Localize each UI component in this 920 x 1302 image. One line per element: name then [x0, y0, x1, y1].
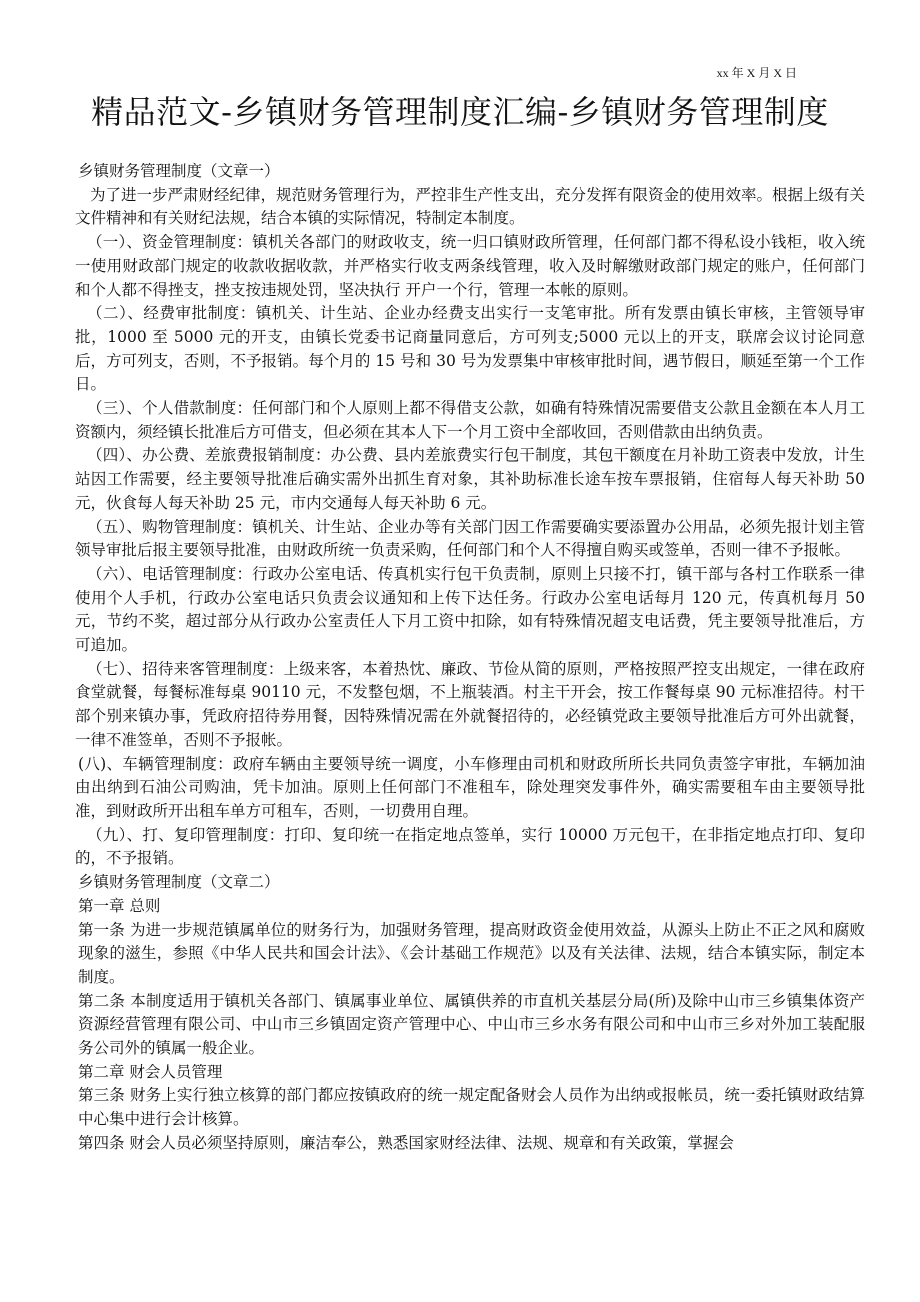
chapter-heading: 第一章 总则: [78, 896, 161, 915]
chapter-heading: 第二章 财会人员管理: [78, 1062, 223, 1081]
article-paragraph: 第三条 财务上实行独立核算的部门都应按镇政府的统一规定配备财会人员作为出纳或报帐员，统一委托镇财政结算中心集中进行会计核算。: [78, 1086, 865, 1129]
article-paragraph: （四）、办公费、差旅费报销制度：办公费、县内差旅费实行包干制度，其包干额度在月补助工资表中发放，计生站因工作需要，经主要领导批准后确实需外出抓生育对象，其补助标准长途车按车票报销，住宿每人每天补助 50 元，伙食每人每天补助 25 元，市内交通每人每天补助 6 元。: [75, 446, 865, 512]
article-paragraph: (八)、车辆管理制度：政府车辆由主要领导统一调度，小车修理由司机和财政所所长共同负责签字审批，车辆加油由出纳到石油公司购油，凭卡加油。原则上任何部门不准租车，除处理突发事件外，确实需要租车由主要领导批准，到财政所开出租车单方可租车，否则，一切费用自理。: [75, 754, 865, 820]
article-paragraph: （五）、购物管理制度：镇机关、计生站、企业办等有关部门因工作需要确实要添置办公用品，必须先报计划主管领导审批后报主要领导批准，由财政所统一负责采购，任何部门和个人不得擅自购买或签单，否则一律不予报帐。: [75, 517, 865, 560]
article-paragraph: 为了进一步严肃财经纪律，规范财务管理行为，严控非生产性支出，充分发挥有限资金的使用效率。根据上级有关文件精神和有关财纪法规，结合本镇的实际情况，特制定本制度。: [75, 185, 866, 228]
article-heading: 乡镇财务管理制度（文章二）: [78, 873, 280, 892]
article-paragraph: 第四条 财会人员必须坚持原则，廉洁奉公，熟悉国家财经法律、法规、规章和有关政策，掌握会: [78, 1133, 734, 1152]
article-paragraph: （三）、个人借款制度：任何部门和个人原则上都不得借支公款，如确有特殊情况需要借支公款且金额在本人月工资额内，须经镇长批准后方可借支，但必须在其本人下一个月工资中全部收回，否则借款由出纳负责。: [75, 399, 865, 441]
article-paragraph: 第一条 为进一步规范镇属单位的财务行为，加强财务管理，提高财政资金使用效益，从源头上防止不正之风和腐败现象的滋生，参照《中华人民共和国会计法》、《会计基础工作规范》以及有关法律、法规，结合本镇实际，制定本制度。: [78, 920, 865, 986]
document-date: xx 年 X 月 X 日: [716, 66, 797, 80]
article-heading: 乡镇财务管理制度（文章一）: [78, 162, 280, 180]
article-paragraph: 第二条 本制度适用于镇机关各部门、镇属事业单位、属镇供养的市直机关基层分局(所)及除中山市三乡镇集体资产资源经营管理有限公司、中山市三乡镇固定资产管理中心、中山市三乡水务有限公司和中山市三乡对外加工装配服务公司外的镇属一般企业。: [78, 991, 865, 1058]
document-body: [75, 160, 865, 1156]
article-paragraph: （一）、资金管理制度：镇机关各部门的财政收支，统一归口镇财政所管理，任何部门都不得私设小钱柜，收入统一使用财政部门规定的收款收据收款，并严格实行收支两条线管理，收入及时解缴财政部门规定的账户，任何部门和个人都不得挫支，挫支按违规处罚，坚决执行 开户一个行，管理一本帐的原则。: [75, 233, 865, 299]
article-paragraph: （七）、招待来客管理制度：上级来客，本着热忱、廉政、节俭从简的原则，严格按照严控支出规定，一律在政府食堂就餐，每餐标准每桌 90110 元，不发整包烟，不上瓶装酒。村主干开会，按工作餐每桌 90 元标准招待。村干部个别来镇办事，凭政府招待券用餐，因特殊情况需在外就餐招待的，必经镇党政主要领导批准后方可外出就餐，一律不准签单，否则不予报帐。: [75, 659, 865, 749]
article-paragraph: （二）、经费审批制度：镇机关、计生站、企业办经费支出实行一支笔审批。所有发票由镇长审核，主管领导审批，1000 至 5000 元的开支，由镇长党委书记商量同意后，方可列支;5000 元以上的开支，联席会议讨论同意后，方可列支，否则，不予报销。每个月的 15 号和 30 号为发票集中审核审批时间，遇节假日，顺延至第一个工作日。: [75, 304, 865, 394]
document-title: 精品范文-乡镇财务管理制度汇编-乡镇财务管理制度: [91, 93, 829, 131]
article-paragraph: （九）、打、复印管理制度：打印、复印统一在指定地点签单，实行 10000 万元包干，在非指定地点打印、复印的，不予报销。: [75, 825, 865, 868]
article-paragraph: （六）、电话管理制度：行政办公室电话、传真机实行包干负责制，原则上只接不打，镇干部与各村工作联系一律使用个人手机，行政办公室电话只负责会议通知和上传下达任务。行政办公室电话每月 120 元，传真机每月 50 元，节约不奖，超过部分从行政办公室责任人下月工资中扣除，如有特殊情况超支电话费，凭主要领导批准后，方可追加。: [75, 564, 865, 655]
